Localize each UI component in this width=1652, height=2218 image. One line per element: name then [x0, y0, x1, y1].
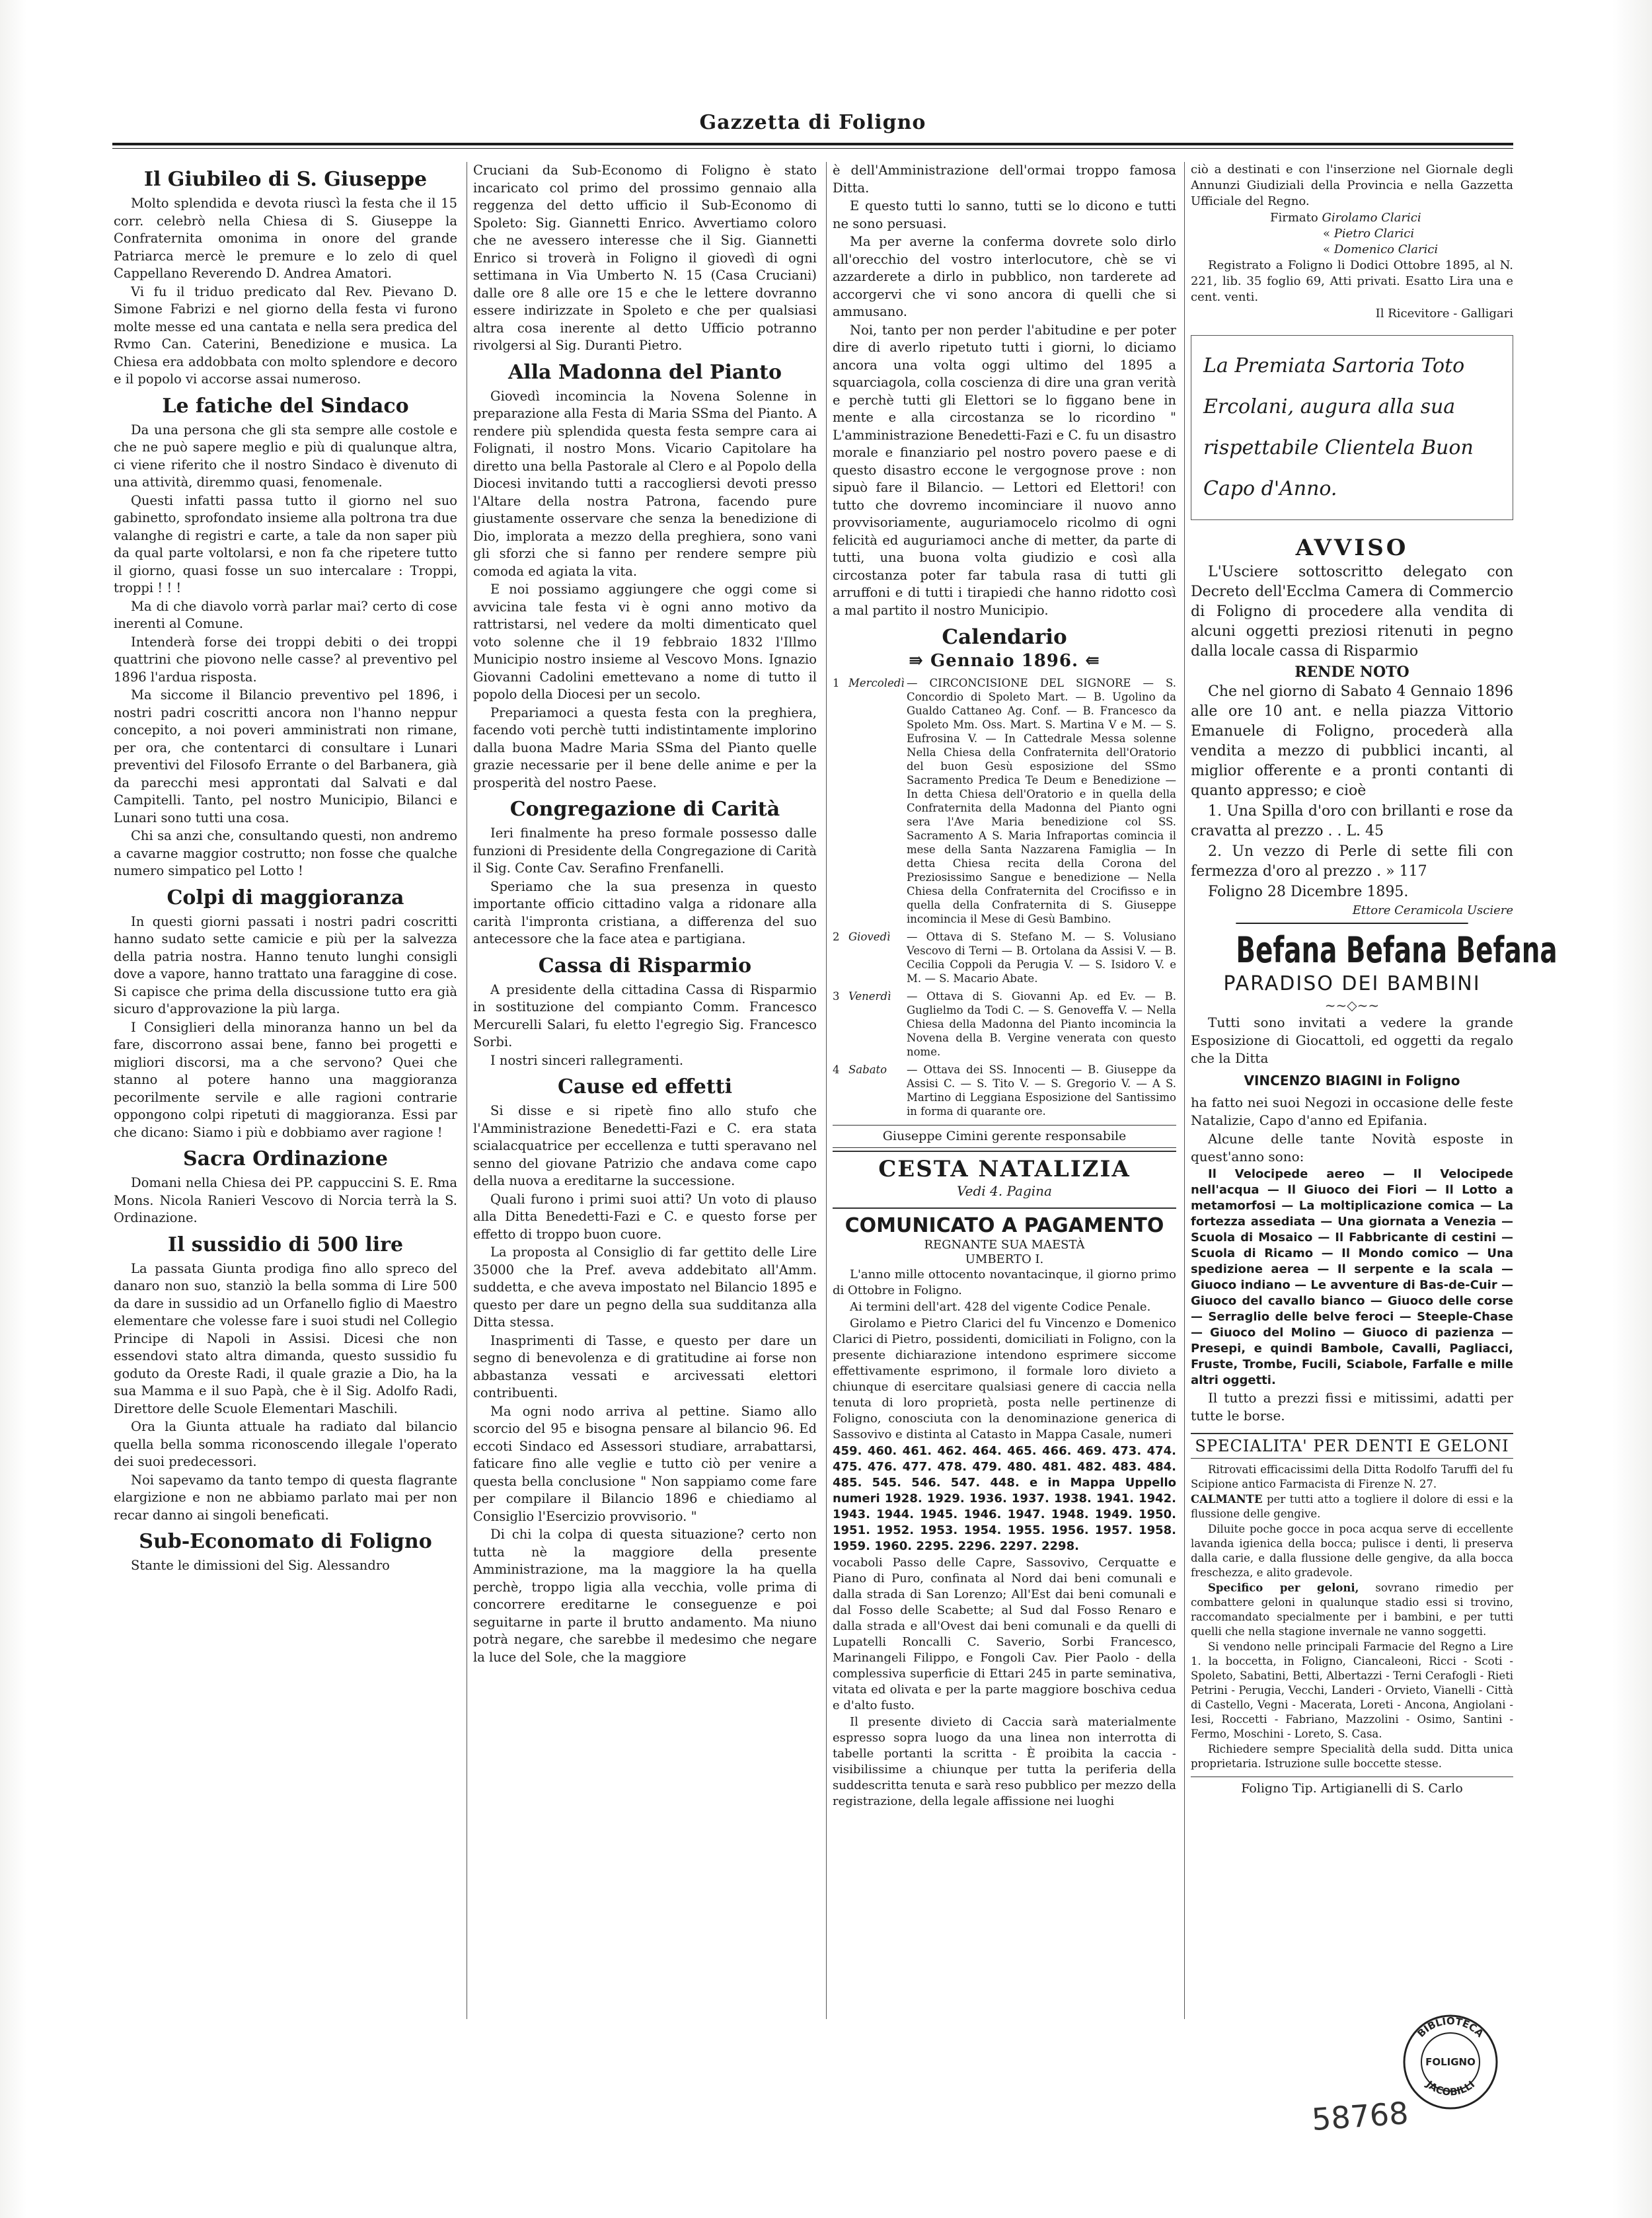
article-paragraph: Inasprimenti di Tasse, e questo per dare un segno di benevolenza e di gratitudine ai forse non abbastanza vessati e arcivessati elettori contribuenti.: [473, 1332, 817, 1400]
article-paragraph: E questo tutti lo sanno, tutti se lo dicono e tutti ne sono persuasi.: [833, 198, 1176, 231]
article-paragraph: La proposta al Consiglio di far gettito delle Lire 35000 che la Pref. aveva addebitato all'Amm. suddetta, e che aveva impostato nel Bilancio 1895 e questo per dare un pegno della sua sudditanza alla Ditta stessa.: [473, 1244, 817, 1330]
calendar-text: — CIRCONCISIONE DEL SIGNORE — S. Concordio di Spoleto Mart. — B. Ugolino da Gualdo Cattaneo Ag. Conf. — B. Francesco da Spoleto Mm. Oss. Mart. S. Martina V e M. — S. Eufrosina V. — In Cattedrale Messa solenne Nella Chiesa della Confraternita dell'Oratorio del buon Gesù esposizione del SSmo Sacramento Predica Te Deum e Benedizione — In detta Chiesa dell'Oratorio e in quella della Confraternita della Madonna del Pianto ogni sera l'Ave Maria benedizione col SS. Sacramento A S. Maria Infraportas comincia il mese della Santa Nazzarena Famiglia — In detta Chiesa recita della Corona del Preziosissimo Sangue e benedizione — Nella Chiesa della Confraternita del Crocifisso e in quella della Confraternita di S. Giuseppe incomincia il Mese di Gesù Bambino.: [907, 677, 1176, 925]
befana-paragraph: Tutti sono invitati a vedere la grande Esposizione di Giocattoli, ed oggetti da regalo che la Ditta: [1191, 1014, 1513, 1066]
calendar-text: — Ottava di S. Stefano M. — S. Volusiano Vescovo di Terni — B. Ortolana da Assisi V. — B. Cecilia Coppoli da Perugia V. — S. Isidoro V. e M. — S. Macario Abate.: [907, 931, 1176, 985]
avviso-item: 2. Un vezzo di Perle di sette fili con fermezza d'oro al prezzo . » 117: [1191, 843, 1513, 880]
signature-name: Domenico Clarici: [1333, 243, 1439, 256]
article-paragraph: è dell'Amministrazione dell'ormai troppo famosa Ditta.: [833, 163, 1176, 196]
article-paragraph: Noi sapevamo da tanto tempo di questa flagrante elargizione e non ne abbiamo parlato mai per non recar danno ai singoli beneficati.: [114, 1472, 457, 1523]
article-title: Il sussidio di 500 lire: [167, 1233, 404, 1256]
article-paragraph: Cruciani da Sub-Economo di Foligno è stato incaricato col primo del prossimo gennaio alla reggenza del detto ufficio il Sub-Economo di Spoleto: Sig. Giannetti Enrico. Avvertiamo coloro che ne avessero interesse che il Sig. Giannetti Enrico si troverà in Foligno il giovedì di ogni settimana in Via Umberto N. 15 (Casa Cruciani) dalle ore 8 alle ore 15 e che le lettere dovranno essere indirizzate in Spoleto e che per qualsiasi altra cosa inerente al detto Ufficio potranno rivolgersi al Sig. Duranti Pietro.: [473, 163, 817, 353]
avviso-paragraph: Che nel giorno di Sabato 4 Gennaio 1896 alle ore 10 ant. e nella piazza Vittorio Emanuele di Foligno, procederà alla vendita a mezzo di pubblici incanti, al miglior offerente e a pronti contanti di quanto appresso; e cioè: [1191, 683, 1513, 799]
article-paragraph: Molto splendida e devota riuscì la festa che il 15 corr. celebrò nella Chiesa di S. Giuseppe la Confraternita omonima in onore del grande Patriarca mercè le premure e lo zelo di quel Cappellano Reverendo D. Andrea Amatori.: [114, 196, 457, 281]
article-title: Cause ed effetti: [558, 1075, 732, 1098]
article-paragraph: La passata Giunta prodiga fino allo spreco del danaro non suo, stanziò la bella somma di Lire 500 da dare in sussidio ad un Orfanello figlio di Maestro elementare che volesse fare i suoi studi nel Collegio Principe di Napoli in Assisi. Dicesi che non essendovi stato altra dimanda, questo sussidio fu goduto da Oreste Radi, il quale grazie a Dio, ha la sua Mamma e il suo Papà, che è il Sig. Adolfo Radi, Direttore delle Scuole Elementari Maschili.: [114, 1260, 457, 1416]
sartoria-ad: [1191, 335, 1513, 520]
vincenzo-biagini: VINCENZO BIAGINI in Foligno: [1244, 1073, 1460, 1089]
befana-paragraph: ha fatto nei suoi Negozi in occasione delle feste Natalizie, Capo d'anno ed Epifania.: [1191, 1094, 1513, 1128]
article-paragraph: Ieri finalmente ha preso formale possesso dalle funzioni di Presidente della Congregazione di Carità il Sig. Conte Cav. Serafino Frenfanelli.: [473, 825, 817, 876]
tipografia-line: Foligno Tip. Artigianelli di S. Carlo: [1191, 1777, 1513, 1797]
calendar-weekday: Sabato: [848, 1063, 887, 1076]
article-paragraph: Vi fu il triduo predicato dal Rev. Pievano D. Simone Fabrizi e nel giorno della festa vi furono molte messe ed una cantata e nella sera predica del Rvmo Can. Caterini, Benedizione e musica. La Chiesa era addobbata con molto splendore e decoro e il popolo vi accorse assai numeroso.: [114, 284, 457, 387]
article-paragraph: Stante le dimissioni del Sig. Alessandro: [131, 1558, 390, 1573]
article-paragraph: E noi possiamo aggiungere che oggi come si avvicina tale festa vi è ogni anno motivo da rattristarsi, nel vedere da molti dimenticato quel voto solenne che il 19 febbraio 1832 l'Illmo Municipio nostro insieme al Vescovo Mons. Ignazio Giovanni Cadolini emettevano a nome di tutto il popolo della Diocesi per un secolo.: [473, 582, 817, 702]
article-title: Sacra Ordinazione: [183, 1147, 388, 1170]
decree-paragraph: L'anno mille ottocento novantacinque, il giorno primo di Ottobre in Foligno.: [833, 1267, 1176, 1297]
specialita-paragraph: Si vendono nelle principali Farmacie del Regno a Lire 1. la boccetta, in Foligno, Ciancaleoni, Ricci - Scoti - Spoleto, Sabatini, Betti, Albertazzi - Terni Cerafogli - Rieti Petrini - Perugia, Vecchi, Landeri - Orvieto, Vianelli - Città di Castello, Vegni - Macerata, Loreti - Ancona, Angiolani - Iesi, Roccetti - Fabriano, Mazzolini - Osimo, Santini - Fermo, Moschini - Loreto, S. Casa.: [1191, 1640, 1513, 1740]
handwritten-inventory-number: 58768: [1310, 2094, 1410, 2138]
decree-paragraph: ciò a destinati e con l'inserzione nel Giornale degli Annunzi Giudiziali della Provincia e nella Gazzetta Ufficiale del Regno.: [1191, 163, 1513, 208]
umberto-line: UMBERTO I.: [965, 1252, 1044, 1266]
calendar-list: [833, 676, 1176, 1118]
avviso-paragraph: L'Usciere sottoscritto delegato con Decreto dell'Ecclma Camera di Commercio di Foligno di procedere alla vendita di alcuni oggetti preziosi ritenuti in pegno dalla locale cassa di Risparmio: [1191, 564, 1513, 660]
calendar-day-number: 1: [833, 677, 840, 689]
article-paragraph: I Consiglieri della minoranza hanno un bel da fare, discorrono assai bene, fanno bei progetti e migliori discorsi, ma a che servono? Quei che stanno al potere hanno una maggioranza pecorilmente servile e alle ragioni contrarie oppongono colpi ripetuti di maggioranza. Essi par che dicano: Siamo i più e dobbiamo aver ragione !: [114, 1019, 457, 1140]
decree-paragraph: Ai termini dell'art. 428 del vigente Codice Penale.: [850, 1299, 1151, 1314]
column-2: [473, 162, 817, 2026]
article-paragraph: Intenderà forse dei troppi debiti o dei troppi quattrini che piovono nelle casse? al preventivo pel 1896 l'ardua risposta.: [114, 634, 457, 685]
library-stamp: [1401, 2012, 1500, 2112]
novita-list: Il Velocipede aereo — Il Velocipede nell'acqua — Il Giuoco dei Fiori — Il Lotto a metamorfosi — La moltiplicazione comica — La fortezza assediata — Una giornata a Venezia — Scuola di Mosaico — Il Fabbricante di cestini — Scuola di Ricamo — Il Mondo comico — Una spedizione aerea — Il serpente e la scala — Giuoco indiano — Le avventure di Bas-de-Cuir — Giuoco del cavallo bianco — Giuoco delle corse — Serraglio delle belve feroci — Steeple-Chase — Giuoco del Molino — Giuoco di pazienza — Presepi, e quindi Bambole, Cavalli, Pagliacci, Fruste, Trombe, Fucili, Sciabole, Farfalle e mille altri oggetti.: [1191, 1167, 1513, 1387]
column-divider: [826, 162, 827, 2019]
decree-paragraph: vocaboli Passo delle Capre, Sassovivo, Cerquatte e Piano di Puro, confinata al Nord dai beni comunali e dalla strada di San Lorenzo; All'Est dai beni comunali e dal Fosso delle Scabette; al Sud dal Fosso Renaro e dalla strada e all'Ovest dai beni comunali e da quelli di Lupatelli Roncalli C. Saverio, Sorbi Francesco, Marinangeli Filippo, e Fongoli Cav. Pier Paolo - della complessiva superficie di Ettari 245 in parte seminativa, vitata ed olivata e per la parte maggiore boschiva cedua e d'alto fusto.: [833, 1555, 1176, 1712]
article-title: Sub-Economato di Foligno: [139, 1530, 432, 1553]
cesta-natalizia-title: CESTA NATALIZIA: [833, 1151, 1176, 1182]
svg-text:JACOBILLI: [1423, 2078, 1477, 2098]
regnante-line: REGNANTE SUA MAESTÀ: [924, 1237, 1085, 1252]
masthead-rule: [112, 143, 1513, 149]
article-paragraph: Noi, tanto per non perder l'abitudine e per poter dire di averlo ripetuto tutti i giorni, lo diciamo ancora una volta oggi ultimo del 1895 a squarciagola, colla coscienza di dire una gran verità e perchè tutti gli Elettori se lo figgano bene in mente e alla circostanza se lo ricordino " L'amministrazione Benedetti-Fazi e C. fu un disastro morale e finanziario pel nostro povero paese e di questo disastro eccone le vergognose prove : non sipuò fare il Bilancio. — Lettori ed Elettori! con tutto che dovremo incominciare il nuovo anno provvisoriamente, auguriamocelo ricolmo di ogni felicità ed auguriamoci anche di metter, da parte di tutti, una buona volta giudizio e così alla circostanza poter far tabula rasa di tutti gli arruffoni e di tutti i tirapiedi che hanno ridotto così a mal partito il nostro Municipio.: [833, 322, 1176, 618]
registration-note: Registrato a Foligno li Dodici Ottobre 1895, al N. 221, lib. 35 foglio 69, Atti privati. Esatto Lira una e cent. venti.: [1191, 258, 1513, 304]
article-paragraph: Ma per averne la conferma dovrete solo dirlo all'orecchio del vostro interlocutore, chè se vi azzarderete a dirlo in pubblico, non tarderete ad accorgervi che vi sono ancora di quelli che si ammusano.: [833, 234, 1176, 319]
svg-text:BIBLIOTECA: [1415, 2015, 1486, 2040]
calendar-weekday: Giovedì: [848, 931, 891, 943]
column-4: [1191, 162, 1558, 2026]
firmato-label: Firmato: [1270, 211, 1318, 225]
avviso-item: 1. Una Spilla d'oro con brillanti e rose da cravatta al prezzo . . L. 45: [1191, 803, 1513, 839]
article-paragraph: A presidente della cittadina Cassa di Risparmio in sostituzione del compianto Comm. Francesco Mercurelli Salari, fu eletto l'egregio Sig. Francesco Sorbi.: [473, 981, 817, 1050]
specialita-paragraph: Diluite poche gocce in poca acqua serve di eccellente lavanda igienica della bocca; pulisce i denti, li preserva dalla carie, e dalla flussione delle gengive, da alla bocca freschezza, e alito gradevole.: [1191, 1523, 1513, 1579]
paradiso-subtitle: PARADISO DEI BAMBINI: [1223, 972, 1481, 995]
calendar-month: ⇛ Gennaio 1896. ⇚: [909, 651, 1100, 671]
calendar-text: — Ottava di S. Giovanni Ap. ed Ev. — B. Guglielmo da Todi C. — S. Genoveffa V. — Nella Chiesa della Madonna del Pianto incomincia la Novena della B. Vergine venerata con questo nome.: [907, 990, 1176, 1058]
gerente-line: Giuseppe Cimini gerente responsabile: [833, 1125, 1176, 1148]
calmante-label: CALMANTE: [1191, 1493, 1263, 1506]
decree-parcel-numbers: 459. 460. 461. 462. 464. 465. 466. 469. 473. 474. 475. 476. 477. 478. 479. 480. 481. 482. 483. 484. 485. 545. 546. 547. 448. e in Mappa Uppello numeri 1928. 1929. 1936. 1937. 1938. 1941. 1942. 1943. 1944. 1945. 1946. 1947. 1948. 1949. 1950. 1951. 1952. 1953. 1954. 1955. 1956. 1957. 1958. 1959. 1960. 2295. 2296. 2297. 2298.: [833, 1443, 1176, 1553]
calendar-title: Calendario: [942, 625, 1067, 649]
calendar-entry: [833, 989, 1176, 1059]
specialita-paragraph: Richiedere sempre Specialità della sudd. Ditta unica proprietaria. Istruzione sulle boccette stesse.: [1191, 1743, 1513, 1770]
article-paragraph: Ma di che diavolo vorrà parlar mai? certo di cose inerenti al Comune.: [114, 598, 457, 631]
masthead-title: Gazzetta di Foligno: [699, 111, 926, 134]
article-paragraph: Prepariamoci a questa festa con la preghiera, facendo voti perchè tutti indistintamente implorino dalla buona Madre Maria SSma del Pianto quelle grazie necessarie per il bene delle anime e per la prosperità del nostro Paese.: [473, 705, 817, 790]
ornament-divider: ~~◇~~: [1324, 997, 1380, 1013]
specialita-paragraph: per tutti atto a togliere il dolore di essi e la flussione delle gengive.: [1191, 1493, 1513, 1520]
calendar-day-number: 3: [833, 990, 840, 1003]
sartoria-ad-text: La Premiata Sartoria Toto Ercolani, augura alla sua rispettabile Clientela Buon Capo d'Anno.: [1203, 354, 1474, 500]
article-paragraph: Da una persona che gli sta sempre alle costole e che ne può sapere meglio e più di qualunque altra, ci viene riferito che il nostro Sindaco è divenuto di una attività, diremmo quasi, fenomenale.: [114, 422, 457, 490]
stamp-icon: [1401, 2012, 1500, 2112]
article-paragraph: I nostri sinceri rallegramenti.: [490, 1052, 684, 1068]
article-title: Congregazione di Carità: [509, 798, 780, 821]
calendar-weekday: Mercoledì: [848, 677, 905, 689]
column-divider: [1184, 162, 1185, 2019]
stamp-mid-text: FOLIGNO: [1425, 2056, 1476, 2068]
article-paragraph: Domani nella Chiesa dei PP. cappuccini S. E. Rma Mons. Nicola Ranieri Vescovo di Norcia terrà la S. Ordinazione.: [114, 1175, 457, 1225]
article-title: Il Giubileo di S. Giuseppe: [143, 168, 428, 191]
comunicato-title: COMUNICATO A PAGAMENTO: [833, 1207, 1176, 1238]
signatures: Firmato Girolamo Clarici « Pietro Clarici « Domenico Clarici: [1270, 211, 1439, 256]
article-paragraph: Chi sa anzi che, consultando questi, non andremo a cavarne maggior costrutto; non fosse che qualche numero simpatico pel Lotto !: [114, 828, 457, 878]
signature-name: Pietro Clarici: [1333, 227, 1415, 241]
calendar-day-number: 4: [833, 1063, 840, 1076]
article-paragraph: Questi infatti passa tutto il giorno nel suo gabinetto, sprofondato insieme alla poltrona tra due valanghe di registri e carte, a tale da non saper più da qual parte voltolarsi, e non fa che ripetere tutto il giorno, quasi fosse un suo intercalare : Troppi, troppi ! ! !: [114, 492, 457, 595]
signature-name: Girolamo Clarici: [1322, 211, 1421, 225]
rende-noto: RENDE NOTO: [1295, 664, 1409, 681]
avviso-date: Foligno 28 Dicembre 1895.: [1208, 884, 1409, 900]
column-3: [833, 162, 1176, 2026]
article-paragraph: Ora la Giunta attuale ha radiato dal bilancio quella bella somma riconoscendo illegale l'operato dei suoi predecessori.: [114, 1419, 457, 1469]
stamp-bottom-text: JACOBILLI: [1423, 2078, 1478, 2098]
vedi-pagina: Vedi 4. Pagina: [957, 1182, 1052, 1199]
article-paragraph: Ma ogni nodo arriva al pettine. Siamo allo scorcio del 95 e bisogna pensare al bilancio 96. Ed eccoti Sindaco ed Assessori studiare, arrabattarsi, faticare fino alle veglie e tutto ciò per venire a questa bella conclusione " Non sappiamo come fare per compilare il Bilancio 1896 e chiediamo al Consiglio l'Esercizio provvisorio. ": [473, 1403, 817, 1524]
article-paragraph: Speriamo che la sua presenza in questo importante officio cittadino valga a ridonare alla carità l'impronta cristiana, a differenza del suo antecessore che la face atea e partigiana.: [473, 878, 817, 946]
specialita-paragraph: Ritrovati efficacissimi della Ditta Rodolfo Taruffi del fu Scipione antico Farmacista di Firenze N. 27.: [1191, 1463, 1513, 1490]
decree-paragraph: Il presente divieto di Caccia sarà materialmente espresso sopra luogo da una linea non interrotta di tabelle portanti la scritta - È proibita la caccia - visibilissime a chiunque per tutta la periferia della suddescritta tenuta e sarà reso pubblico per mezzo della registrazione, della legale affissione nei luoghi: [833, 1714, 1176, 1808]
specialita-title: SPECIALITA' PER DENTI E GELONI: [1191, 1433, 1513, 1459]
stamp-top-text: BIBLIOTECA: [1415, 2014, 1486, 2040]
calendar-entry: [833, 676, 1176, 926]
column-1: [114, 162, 457, 2026]
article-paragraph: Si disse e si ripetè fino allo stufo che l'Amministrazione Benedetti-Fazi e C. era stata scialacquatrice per eccellenza e tutti speravano nel senno del giovane Patrizio che andava come capo della nuova a ereditarne la successione.: [473, 1103, 817, 1188]
article-paragraph: In questi giorni passati i nostri padri coscritti hanno sudato sette camicie e più per la salvezza della patria nostra. Hanno tenuto lunghi consigli dove a vapore, hanno trattato una faraggine di cose. Si capisce che prima della discussione tutto era già sicuro d'approvazione la più larga.: [114, 913, 457, 1016]
article-title: Alla Madonna del Pianto: [507, 360, 782, 384]
befana-paragraph: Alcune delle tante Novità esposte in quest'anno sono:: [1191, 1131, 1513, 1165]
specifico-label: Specifico per geloni,: [1208, 1582, 1359, 1594]
decree-paragraph: Girolamo e Pietro Clarici del fu Vincenzo e Domenico Clarici di Pietro, possidenti, domiciliati in Foligno, con la presente dichiarazione intendono esprimere siccome effettivamente esprimono, il formale loro divieto a chiunque di esercitare qualsiasi genere di caccia nella tenuta di loro proprietà, posta nelle pertinenze di Foligno, conosciuta con la denominazione generica di Sassovivo e distinta al Catasto in Mappa Casale, numeri: [833, 1316, 1176, 1441]
article-paragraph: Quali furono i primi suoi atti? Un voto di plauso alla Ditta Benedetti-Fazi e C. e questo forse per effetto di troppo buon cuore.: [473, 1191, 817, 1242]
masthead: [112, 111, 1513, 143]
calendar-entry: [833, 930, 1176, 985]
specialita-paragraph: sovrano rimedio per combattere geloni in qualunque stadio essi si trovino, raccomandato specialmente per i bambini, e per tutti quelli che nella stagione invernale ne vanno soggetti.: [1191, 1582, 1513, 1638]
article-paragraph: Ma siccome il Bilancio preventivo pel 1896, i nostri padri coscritti ancora non l'hanno neppur concepito, a noi poveri amministrati non rimane, per ora, che contentarci di consultare i Lunari preventivi del Filosofo Errante o del Barbanera, già da parecchi mesi approntati dal Salvati e dal Campitelli. Tanto, pel nostro Municipio, Bilanci e Lunari sono tutti una cosa.: [114, 687, 457, 825]
article-title: Le fatiche del Sindaco: [162, 394, 409, 418]
befana-paragraph: Il tutto a prezzi fissi e mitissimi, adatti per tutte le borse.: [1191, 1390, 1513, 1424]
article-title: Cassa di Risparmio: [538, 954, 752, 977]
article-paragraph: Di chi la colpa di questa situazione? certo non tutta nè la maggiore della presente Amministrazione, ma la maggiore la ha quella perchè, troppo ligia alla vecchia, volle prima di concorrere ereditarne le conseguenze e poi seguitarne in parte il brutto andamento. Ma niuno potrà negare, che sarebbe il medesimo che negare la luce del Sole, che la maggiore: [473, 1527, 817, 1665]
ricevitore-line: Il Ricevitore - Galligari: [1375, 307, 1513, 321]
article-title: Colpi di maggioranza: [167, 886, 404, 909]
calendar-text: — Ottava dei SS. Innocenti — B. Giuseppe da Assisi C. — S. Tito V. — S. Gregorio V. — A S. Martino di Leggiana Esposizione del Santissimo in forma di quarante ore.: [907, 1063, 1176, 1118]
article-paragraph: Giovedì incomincia la Novena Solenne in preparazione alla Festa di Maria SSma del Pianto. A rendere più splendida questa festa sempre cara ai Folignati, il nostro Mons. Vicario Capitolare ha diretto una bella Pastorale al Clero e al Popolo della Diocesi invitando tutti a raccogliersi devoti presso l'Altare della nostra Patrona, facendo pure giustamente osservare che senza la benedizione di Dio, implorata a mezzo della preghiera, sono vani gli sforzi che si fanno per rendere sempre più comoda ed agiata la vita.: [473, 388, 817, 579]
calendar-weekday: Venerdì: [848, 990, 891, 1003]
befana-headline: Befana Befana Befana: [1236, 923, 1468, 972]
calendar-day-number: 2: [833, 931, 840, 943]
avviso-signature: Ettore Ceramicola Usciere: [1352, 903, 1513, 917]
calendar-entry: [833, 1063, 1176, 1118]
avviso-title: AVVISO: [1295, 535, 1409, 561]
